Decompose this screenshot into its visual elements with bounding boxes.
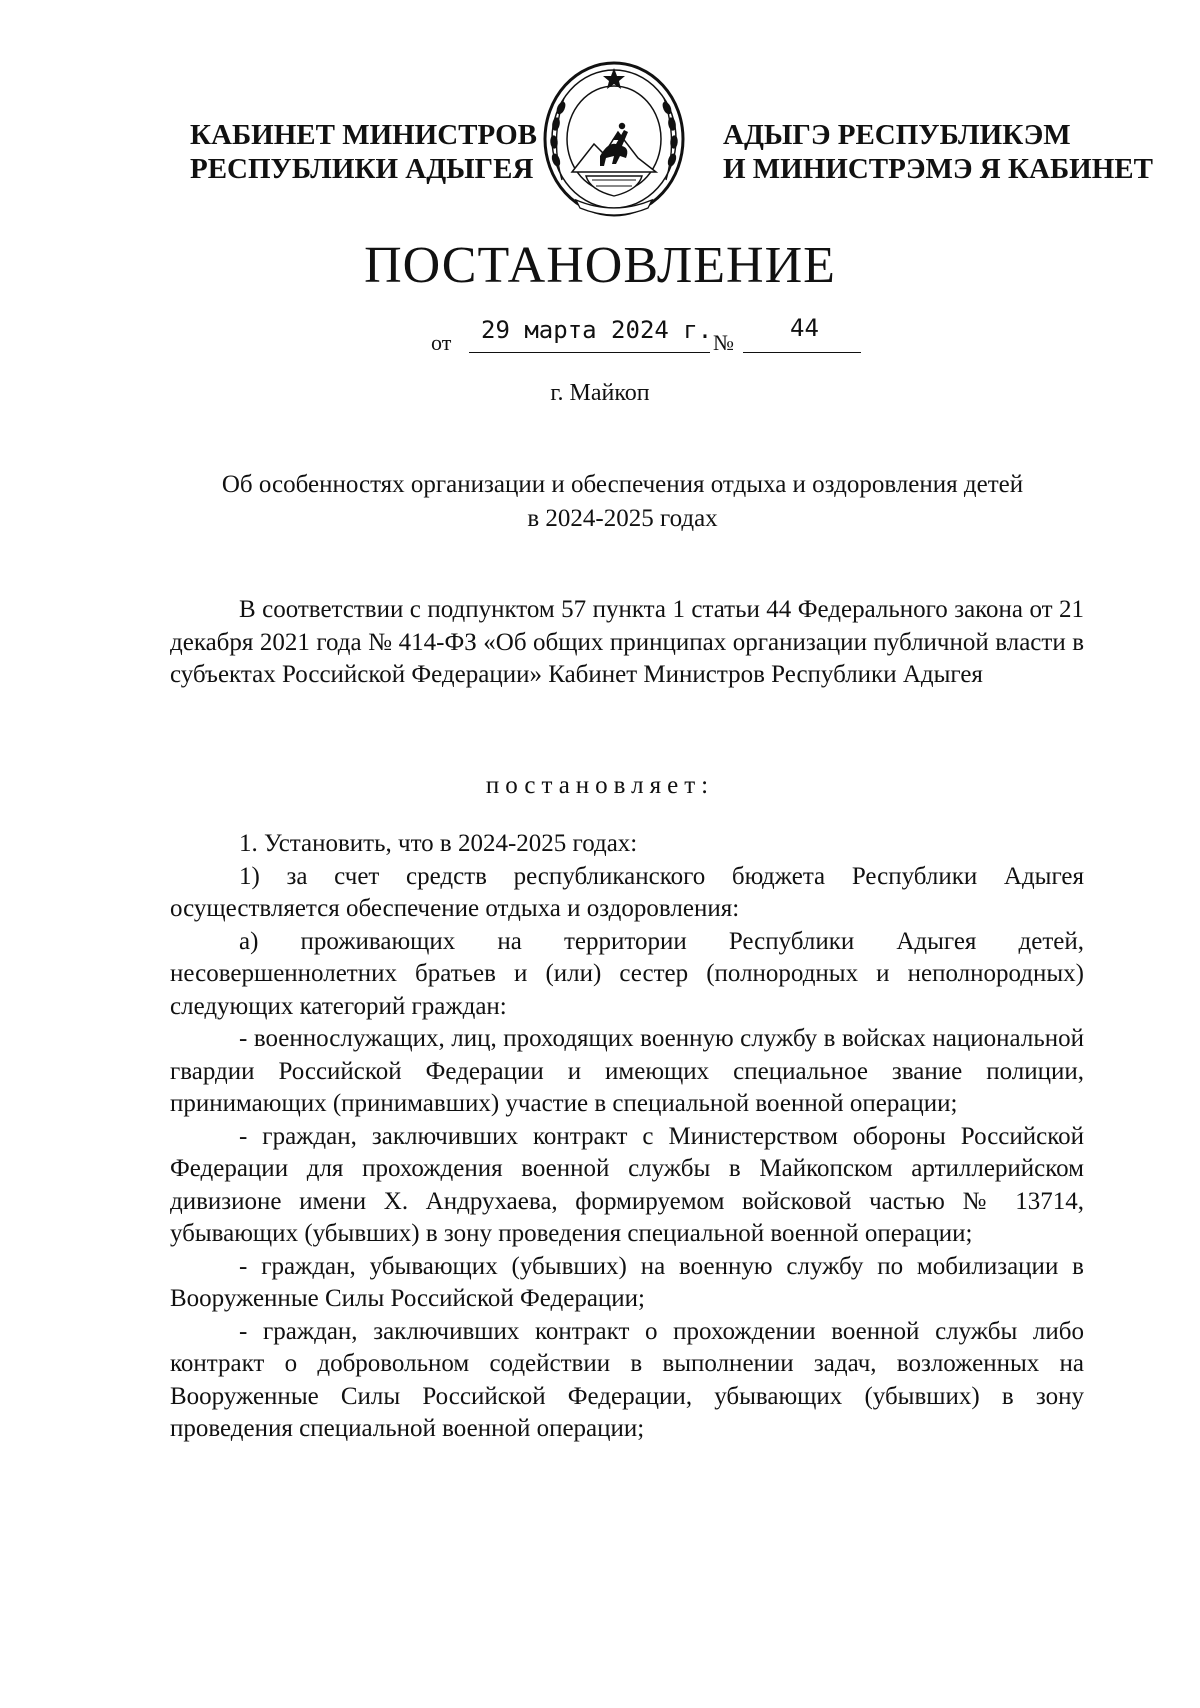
preamble-paragraph: В соответствии с подпунктом 57 пункта 1 статьи 44 Федерального закона от 21 декабря 2021 года № 414-ФЗ «Об общих принципах организации публичной власти в субъектах Российской Федерации» Кабинет Министров Республики Адыгея [170, 596, 1084, 688]
date-field [469, 308, 713, 353]
paragraph-item-1: 1. Установить, что в 2024-2025 годах: [239, 830, 638, 857]
resolves-word: постановляет: [485, 772, 715, 799]
paragraph-subitem-1: 1) за счет средств республиканского бюджета Республики Адыгея осуществляется обеспечение отдыха и оздоровления: [170, 862, 1084, 922]
issuer-name-adyghe-line1: АДЫГЭ РЕСПУБЛИКЭМ [723, 119, 1071, 151]
document-subject [160, 468, 1085, 536]
issuer-name-russian-line2: РЕСПУБЛИКИ АДЫГЕЯ [190, 153, 534, 185]
paragraph-category-mobilized: - граждан, убывающих (убывших) на военную службу по мобилизации в Вооруженные Силы Российской Федерации; [170, 1252, 1084, 1312]
issuer-name-adyghe [723, 118, 1153, 186]
issuer-name-russian [190, 118, 537, 186]
paragraph-category-volunteers: - граждан, заключивших контракт о прохождении военной службы либо контракт о добровольном содействии в выполнении задач, возложенных на Вооруженные Силы Российской Федерации, убывающих (убывших) в зону проведения специальной военной операции; [170, 1317, 1084, 1442]
subject-line1: Об особенностях организации и обеспечения отдыха и оздоровления детей [221, 471, 1024, 498]
resolution-body [170, 828, 1084, 1446]
issuer-name-russian-line1: КАБИНЕТ МИНИСТРОВ [190, 119, 537, 151]
issuer-name-adyghe-line2: И МИНИСТРЭМЭ Я КАБИНЕТ [723, 153, 1153, 185]
document-type-title: ПОСТАНОВЛЕНИЕ [364, 237, 836, 294]
number-prefix: № [713, 330, 734, 355]
preamble-block [170, 594, 1084, 692]
date-prefix: от [431, 330, 452, 355]
paragraph-category-contract-division: - граждан, заключивших контракт с Министерством обороны Российской Федерации для прохождения военной службы в Майкопском артиллерийском дивизионе имени Х. Андрухаева, формируемом войсковой частью № 13714, убывающих (убывших) в зону проведения специальной военной операции; [170, 1122, 1084, 1247]
paragraph-category-servicemen: - военнослужащих, лиц, проходящих военную службу в войсках национальной гвардии Российской Федерации и имеющих специальное звание полиции, принимающих (принимавших) участие в специальной военной операции; [170, 1025, 1084, 1117]
date-number-line [431, 304, 861, 356]
subject-line2: в 2024-2025 годах [527, 505, 718, 532]
paragraph-subitem-a: а) проживающих на территории Республики Адыгея детей, несовершеннолетних братьев и (или) сестер (полнородных и неполнородных) следующих категорий граждан: [170, 927, 1084, 1020]
republic-emblem-seal [542, 60, 686, 218]
number-value: 44 [790, 314, 819, 342]
date-value: 29 марта 2024 г. [481, 316, 713, 344]
number-field [743, 308, 861, 353]
city: г. Майкоп [550, 380, 650, 406]
